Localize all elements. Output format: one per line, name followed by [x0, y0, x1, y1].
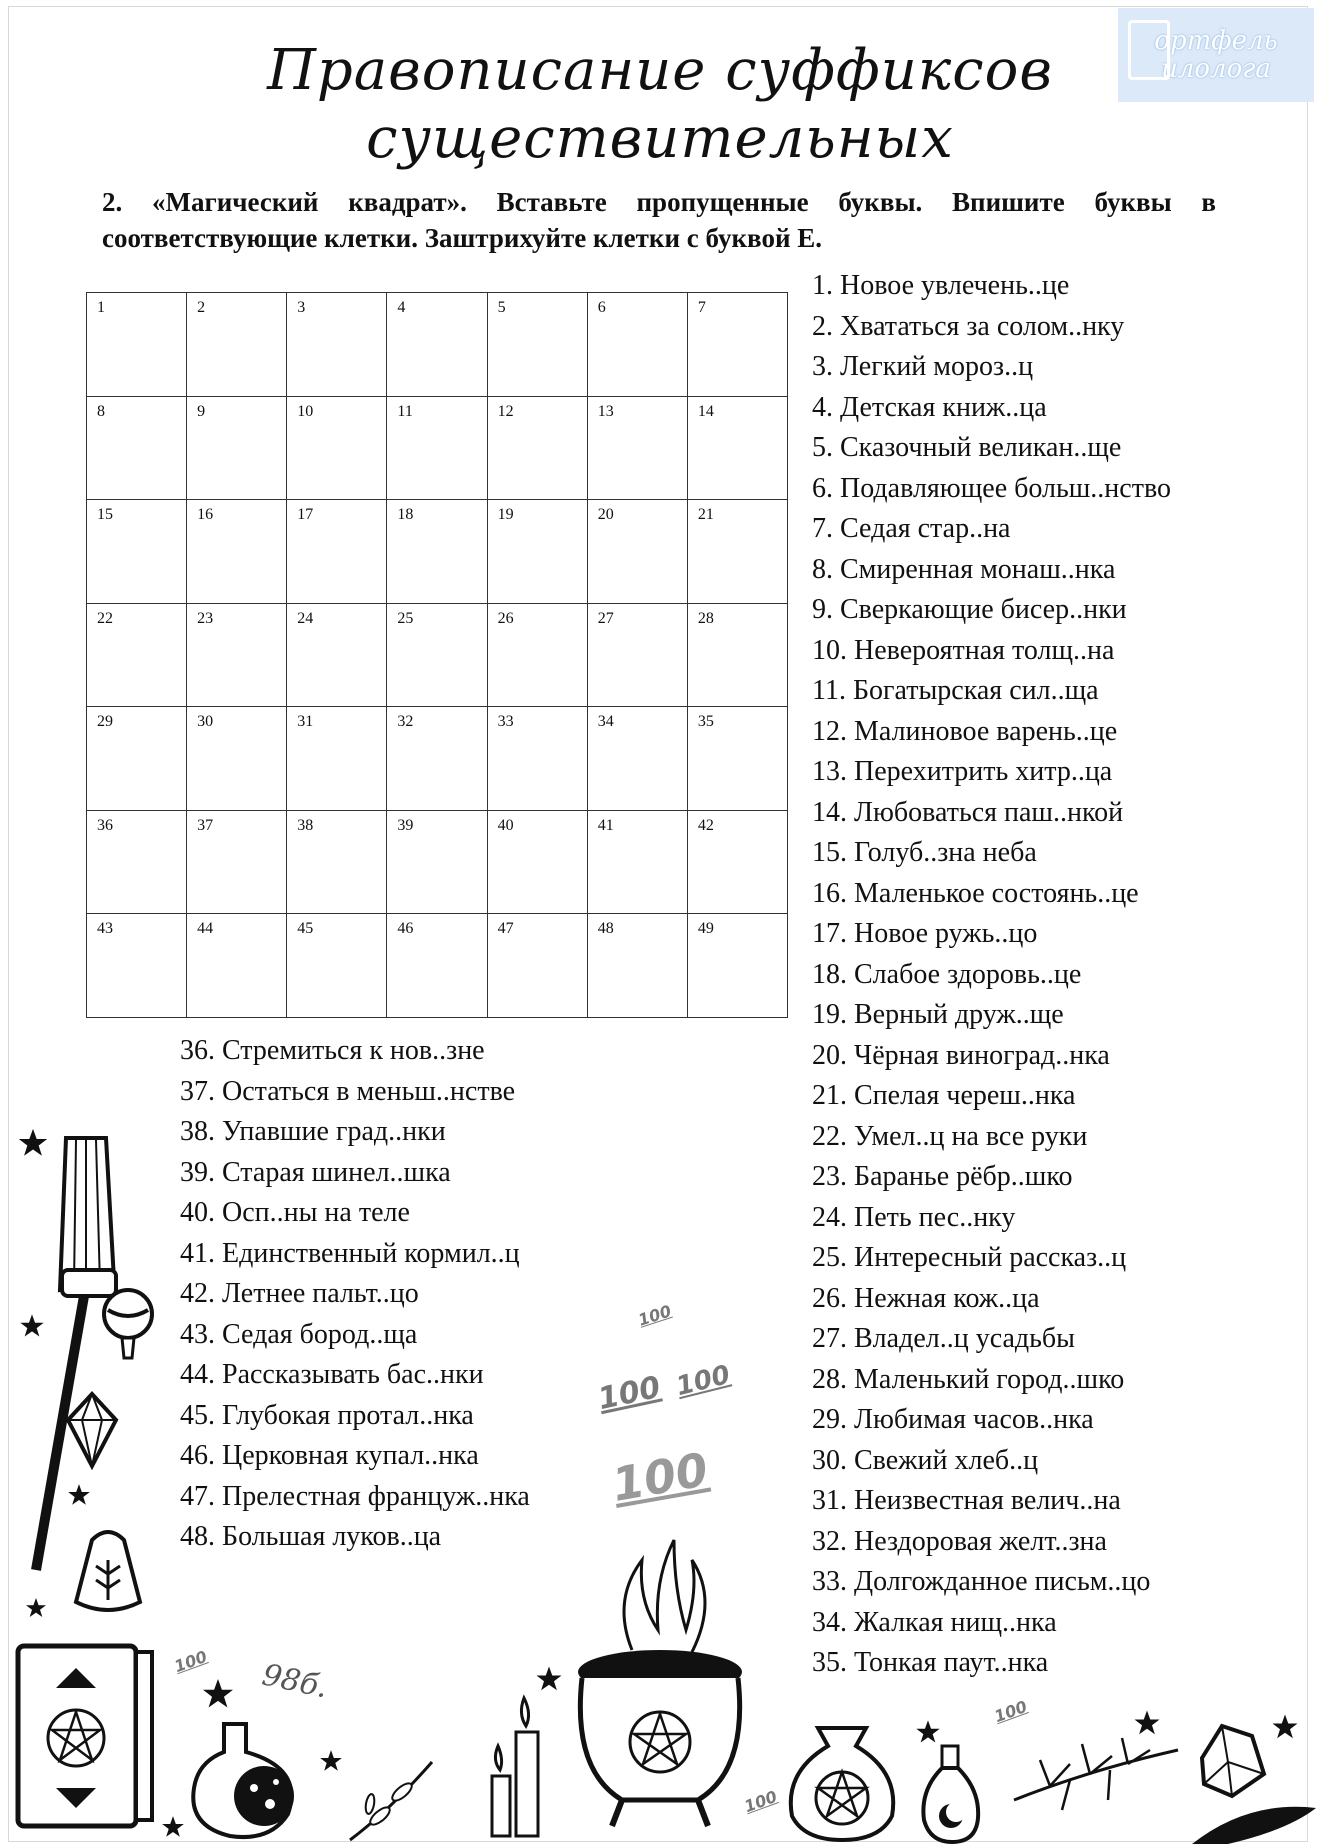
grid-cell[interactable] — [588, 397, 688, 501]
grid-cell-number: 16 — [197, 506, 214, 524]
grid-cell[interactable] — [488, 397, 588, 501]
list-item: 26. Нежная кож..ца — [812, 1282, 1040, 1314]
grid-cell[interactable] — [387, 397, 487, 501]
magic-square-grid — [86, 292, 788, 1018]
grid-cell[interactable] — [187, 811, 287, 915]
grid-cell[interactable] — [187, 293, 287, 397]
grid-cell[interactable] — [287, 811, 387, 915]
grid-cell[interactable] — [287, 397, 387, 501]
grid-cell-number: 20 — [597, 506, 614, 524]
grid-cell-number: 28 — [697, 609, 714, 627]
stamp-100: 100 — [673, 1359, 734, 1403]
list-item: 13. Перехитрить хитр..ца — [812, 756, 1113, 787]
grid-cell-number: 45 — [297, 920, 314, 938]
grid-cell-number: 17 — [297, 506, 314, 524]
stamp-100: 100 — [991, 1696, 1030, 1727]
list-item: 9. Сверкающие бисер..нки — [812, 594, 1127, 625]
grid-cell[interactable] — [387, 707, 487, 811]
grid-cell-number: 36 — [97, 816, 113, 834]
list-item: 6. Подавляющее больш..нство — [812, 472, 1171, 504]
list-item: 21. Спелая череш..нка — [812, 1080, 1076, 1111]
stamp-100: 100 — [171, 1646, 210, 1677]
grid-cell[interactable] — [287, 500, 387, 604]
grid-cell-number: 33 — [497, 713, 514, 731]
list-item: 16. Маленькое состоянь..це — [812, 877, 1139, 909]
list-item: 41. Единственный кормил..ц — [180, 1237, 520, 1269]
page-title-line1: Правописание суффиксов — [267, 38, 1053, 103]
list-item: 35. Тонкая паут..нка — [812, 1647, 1049, 1678]
list-item: 8. Смиренная монаш..нка — [812, 553, 1116, 585]
grid-cell[interactable] — [187, 604, 287, 708]
grid-cell-number: 42 — [697, 816, 714, 834]
grid-cell-number: 44 — [197, 920, 214, 938]
grid-cell-number: 12 — [497, 402, 514, 420]
grid-cell-number: 29 — [97, 713, 113, 731]
feather-icon — [1188, 1800, 1320, 1848]
grid-cell-number: 23 — [197, 609, 214, 627]
list-item: 1. Новое увлечень..це — [812, 270, 1070, 301]
grid-cell-number: 7 — [697, 299, 706, 316]
grid-cell-number: 39 — [397, 816, 414, 834]
logo-text-line2: илолога — [1161, 54, 1271, 84]
grid-cell-number: 4 — [397, 299, 406, 316]
cauldron-icon — [562, 1530, 758, 1830]
list-item: 12. Малиновое варень..це — [812, 715, 1118, 747]
list-item: 20. Чёрная виноград..нка — [812, 1039, 1110, 1071]
list-item: 27. Владел..ц усадьбы — [812, 1323, 1075, 1354]
list-item: 33. Долгожданное письм..цо — [812, 1566, 1151, 1597]
grid-cell-number: 10 — [297, 402, 314, 420]
grid-cell[interactable] — [187, 397, 287, 501]
list-item: 25. Интересный рассказ..ц — [812, 1242, 1127, 1273]
grid-cell[interactable] — [187, 500, 287, 604]
grid-cell[interactable] — [387, 500, 487, 604]
list-item: 38. Упавшие град..нки — [180, 1116, 446, 1147]
grid-cell-number: 38 — [297, 816, 314, 834]
grid-cell-number: 47 — [497, 920, 514, 938]
list-item: 4. Детская книж..ца — [812, 391, 1047, 423]
grid-cell-number: 48 — [597, 920, 614, 938]
list-item: 34. Жалкая нищ..нка — [812, 1606, 1057, 1638]
grid-cell[interactable] — [688, 500, 788, 604]
list-item: 23. Баранье рёбр..шко — [812, 1161, 1073, 1192]
grid-cell[interactable] — [87, 604, 187, 708]
grid-cell[interactable] — [688, 604, 788, 708]
grid-cell-number: 35 — [697, 713, 714, 731]
grid-cell[interactable] — [87, 293, 187, 397]
grid-cell[interactable] — [488, 707, 588, 811]
grid-cell[interactable] — [287, 293, 387, 397]
grid-cell[interactable] — [588, 604, 688, 708]
list-item: 19. Верный друж..ще — [812, 999, 1064, 1030]
grid-cell[interactable] — [488, 811, 588, 915]
stamp-100: 100 — [595, 1369, 664, 1418]
grid-cell-number: 30 — [197, 713, 214, 731]
grid-cell[interactable] — [488, 500, 588, 604]
list-item: 44. Рассказывать бас..нки — [180, 1359, 484, 1390]
grid-cell[interactable] — [488, 914, 588, 1018]
grid-cell[interactable] — [87, 397, 187, 501]
grid-cell[interactable] — [588, 811, 688, 915]
list-item: 32. Нездоровая желт..зна — [812, 1525, 1107, 1557]
grid-cell-number: 40 — [497, 816, 514, 834]
grid-cell[interactable] — [588, 707, 688, 811]
list-item: 37. Остаться в меньш..нстве — [180, 1075, 516, 1107]
word-list-left — [180, 1031, 530, 1558]
grid-cell-number: 24 — [297, 609, 314, 627]
grid-cell[interactable] — [688, 811, 788, 915]
list-item: 47. Прелестная француж..нка — [180, 1480, 530, 1512]
grid-cell[interactable] — [287, 707, 387, 811]
grid-cell[interactable] — [387, 914, 487, 1018]
list-item: 39. Старая шинел..шка — [180, 1156, 451, 1188]
grid-cell[interactable] — [387, 293, 487, 397]
list-item: 17. Новое ружь..цо — [812, 918, 1038, 949]
grid-cell-number: 27 — [597, 609, 614, 627]
grid-cell-number: 15 — [97, 506, 113, 524]
star-icon — [200, 1676, 236, 1712]
list-item: 3. Легкий мороз..ц — [812, 351, 1034, 382]
grid-cell[interactable] — [688, 914, 788, 1018]
herb-branch-icon — [1010, 1730, 1182, 1820]
grid-cell-number: 34 — [597, 713, 614, 731]
grid-cell[interactable] — [588, 500, 688, 604]
list-item: 43. Седая бород..ща — [180, 1318, 418, 1350]
grid-cell-number: 26 — [497, 609, 514, 627]
list-item: 18. Слабое здоровь..це — [812, 958, 1082, 990]
grid-cell-number: 32 — [397, 713, 414, 731]
grid-cell-number: 31 — [297, 713, 314, 731]
grid-cell[interactable] — [87, 914, 187, 1018]
grid-cell-number: 9 — [197, 402, 206, 420]
star-icon — [18, 1312, 46, 1340]
herb-bag-icon — [62, 1520, 154, 1620]
list-item: 2. Хвататься за солом..нку — [812, 310, 1125, 342]
grid-cell[interactable] — [488, 293, 588, 397]
grid-cell[interactable] — [488, 604, 588, 708]
grid-cell[interactable] — [387, 604, 487, 708]
list-item: 31. Неизвестная велич..на — [812, 1485, 1121, 1516]
grid-cell-number: 43 — [97, 920, 113, 938]
grid-cell-number: 2 — [197, 299, 206, 316]
grid-cell-number: 1 — [97, 299, 105, 316]
list-item: 14. Любоваться паш..нкой — [812, 796, 1124, 828]
list-item: 36. Стремиться к нов..зне — [180, 1035, 485, 1066]
list-item: 46. Церковная купал..нка — [180, 1440, 479, 1471]
potion-icon — [96, 1286, 160, 1366]
grid-cell[interactable] — [287, 604, 387, 708]
star-icon — [24, 1596, 48, 1620]
grid-cell[interactable] — [87, 811, 187, 915]
moon-bottle-icon — [916, 1742, 986, 1846]
word-list-right — [812, 266, 1171, 1684]
grid-cell-number: 22 — [97, 609, 113, 627]
grid-cell[interactable] — [287, 914, 387, 1018]
grid-cell-number: 41 — [597, 816, 614, 834]
herb-branch-icon — [340, 1750, 440, 1848]
page-title-line2: существительных — [366, 106, 954, 171]
grid-cell-number: 8 — [97, 402, 105, 420]
stamp-100: 100 — [741, 1786, 780, 1817]
stamp-100: 100 — [608, 1442, 712, 1512]
grid-cell-number: 5 — [497, 299, 506, 316]
list-item: 42. Летнее пальт..цо — [180, 1278, 419, 1309]
crystal-icon — [1192, 1718, 1272, 1802]
star-icon — [534, 1664, 564, 1694]
list-item: 40. Осп..ны на теле — [180, 1197, 410, 1228]
grid-cell-number: 37 — [197, 816, 214, 834]
task-instructions: 2. «Магический квадрат». Вставьте пропущенные буквы. Впишите буквы в соответствующие клетки. Заштрихуйте клетки с буквой Е. — [102, 187, 1216, 253]
list-item: 11. Богатырская сил..ща — [812, 675, 1099, 706]
star-icon — [66, 1482, 92, 1508]
grid-cell-number: 14 — [697, 402, 714, 420]
list-item: 22. Умел..ц на все руки — [812, 1120, 1088, 1152]
grid-cell[interactable] — [387, 811, 487, 915]
grid-cell-number: 49 — [697, 920, 714, 938]
grid-cell-number: 11 — [397, 402, 413, 420]
handwritten-grade: 98б. — [259, 1657, 331, 1706]
grid-cell[interactable] — [87, 707, 187, 811]
grid-cell-number: 6 — [597, 299, 606, 316]
grid-cell[interactable] — [588, 293, 688, 397]
list-item: 7. Седая стар..на — [812, 513, 1011, 544]
grid-cell-number: 19 — [497, 506, 514, 524]
star-icon — [1132, 1708, 1162, 1738]
logo-text-line1: ортфель — [1154, 26, 1278, 56]
list-item: 48. Большая луков..ца — [180, 1521, 442, 1552]
star-icon — [914, 1718, 942, 1746]
list-item: 29. Любимая часов..нка — [812, 1404, 1094, 1435]
list-item: 24. Петь пес..нку — [812, 1201, 1016, 1233]
pentagram-bag-icon — [780, 1712, 904, 1844]
grid-cell[interactable] — [688, 707, 788, 811]
potion-icon — [184, 1718, 314, 1844]
grid-cell-number: 18 — [397, 506, 414, 524]
list-item: 30. Свежий хлеб..ц — [812, 1444, 1039, 1476]
grid-cell-number: 25 — [397, 609, 414, 627]
spell-book-icon — [12, 1636, 162, 1836]
star-icon — [16, 1126, 50, 1160]
grid-cell[interactable] — [87, 500, 187, 604]
list-item: 10. Невероятная толщ..на — [812, 634, 1115, 666]
list-item: 5. Сказочный великан..ще — [812, 432, 1122, 463]
grid-cell[interactable] — [688, 293, 788, 397]
list-item: 28. Маленький город..шко — [812, 1363, 1125, 1395]
stamp-100: 100 — [635, 1301, 674, 1330]
star-icon — [1270, 1712, 1300, 1742]
star-icon — [160, 1814, 186, 1840]
grid-cell-number: 21 — [697, 506, 714, 524]
grid-cell[interactable] — [688, 397, 788, 501]
grid-cell[interactable] — [187, 707, 287, 811]
candle-icon — [490, 1692, 566, 1842]
grid-cell-number: 13 — [597, 402, 614, 420]
list-item: 15. Голуб..зна неба — [812, 837, 1037, 868]
grid-cell[interactable] — [187, 914, 287, 1018]
grid-cell[interactable] — [588, 914, 688, 1018]
grid-cell-number: 3 — [297, 299, 306, 316]
list-item: 45. Глубокая протал..нка — [180, 1399, 474, 1431]
crystal-icon — [64, 1390, 120, 1470]
grid-cell-number: 46 — [397, 920, 414, 938]
